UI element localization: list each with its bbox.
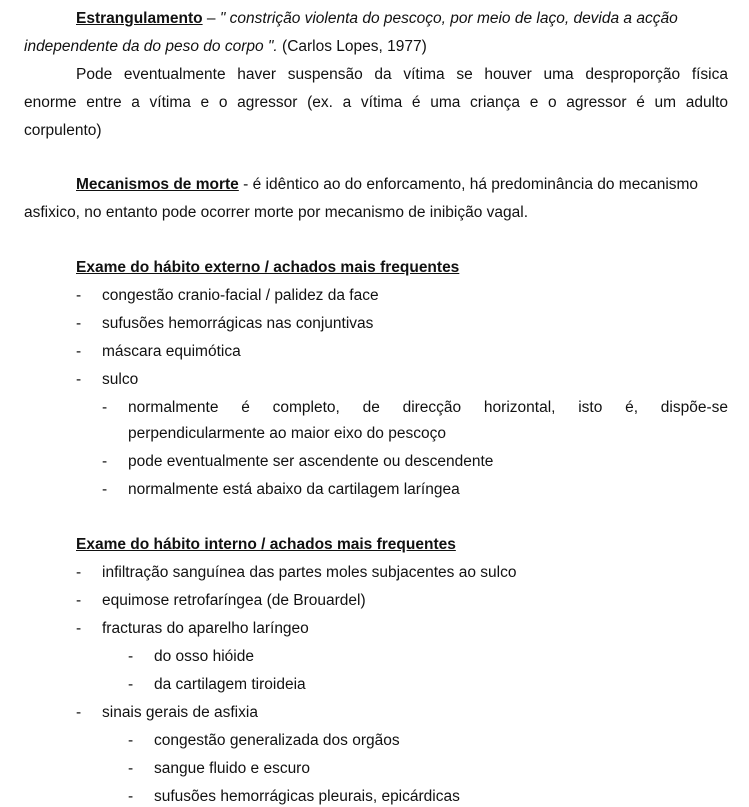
sub-list-item-continuation: perpendicularmente ao maior eixo do pescoço (128, 425, 446, 442)
bullet-dash: - (76, 343, 82, 360)
mechanisms-line-2: asfixico, no entanto pode ocorrer morte por mecanismo de inibição vagal. (24, 204, 529, 221)
strangulation-paragraph-2: enorme entre a vítima e o agressor (ex. a vítima é uma criança e o agressor é um adulto (24, 94, 728, 111)
bullet-dash: - (76, 564, 82, 581)
sub-list-item: congestão generalizada dos orgãos (154, 732, 400, 749)
internal-exam-heading: Exame do hábito interno / achados mais frequentes (76, 536, 456, 553)
list-item: máscara equimótica (102, 343, 241, 360)
sub-list-item: da cartilagem tiroideia (154, 676, 306, 693)
strangulation-paragraph-3: corpulento) (24, 122, 102, 139)
bullet-dash: - (76, 704, 82, 721)
strangulation-quote-1: " constrição violenta do pescoço, por meio de laço, devida a acção (219, 10, 678, 27)
bullet-dash: - (102, 399, 108, 416)
bullet-dash: - (76, 592, 82, 609)
strangulation-quote-2: independente da do peso do corpo ". (24, 38, 278, 55)
strangulation-dash: – (206, 10, 216, 27)
sub-list-item: normalmente é completo, de direcção horizontal, isto é, dispõe-se (128, 399, 728, 416)
strangulation-citation: (Carlos Lopes, 1977) (282, 38, 427, 55)
list-item: fracturas do aparelho laríngeo (102, 620, 309, 637)
bullet-dash: - (102, 481, 108, 498)
list-item: infiltração sanguínea das partes moles subjacentes ao sulco (102, 564, 517, 581)
strangulation-line-1 (76, 10, 678, 28)
bullet-dash: - (128, 676, 134, 693)
strangulation-line-2 (24, 38, 427, 56)
strangulation-term: Estrangulamento (76, 10, 203, 27)
sub-list-item: pode eventualmente ser ascendente ou descendente (128, 453, 494, 470)
strangulation-paragraph-1: Pode eventualmente haver suspensão da vítima se houver uma desproporção física (76, 66, 728, 83)
bullet-dash: - (128, 732, 134, 749)
sub-list-item: normalmente está abaixo da cartilagem laríngea (128, 481, 460, 498)
bullet-dash: - (128, 788, 134, 805)
sub-list-item: sangue fluido e escuro (154, 760, 310, 777)
bullet-dash: - (76, 620, 82, 637)
bullet-dash: - (76, 287, 82, 304)
bullet-dash: - (128, 760, 134, 777)
list-item: sulco (102, 371, 139, 388)
mechanisms-term: Mecanismos de morte (76, 176, 239, 193)
external-exam-heading: Exame do hábito externo / achados mais frequentes (76, 259, 460, 276)
list-item: sinais gerais de asfixia (102, 704, 258, 721)
mechanisms-text-1: - é idêntico ao do enforcamento, há predominância do mecanismo (238, 176, 699, 193)
bullet-dash: - (128, 648, 134, 665)
list-item: sufusões hemorrágicas nas conjuntivas (102, 315, 374, 332)
bullet-dash: - (102, 453, 108, 470)
sub-list-item: do osso hióide (154, 648, 254, 665)
bullet-dash: - (76, 371, 82, 388)
mechanisms-line-1 (76, 176, 698, 194)
list-item: congestão cranio-facial / palidez da face (102, 287, 379, 304)
list-item: equimose retrofaríngea (de Brouardel) (102, 592, 366, 609)
bullet-dash: - (76, 315, 82, 332)
sub-list-item: sufusões hemorrágicas pleurais, epicárdicas (154, 788, 460, 805)
